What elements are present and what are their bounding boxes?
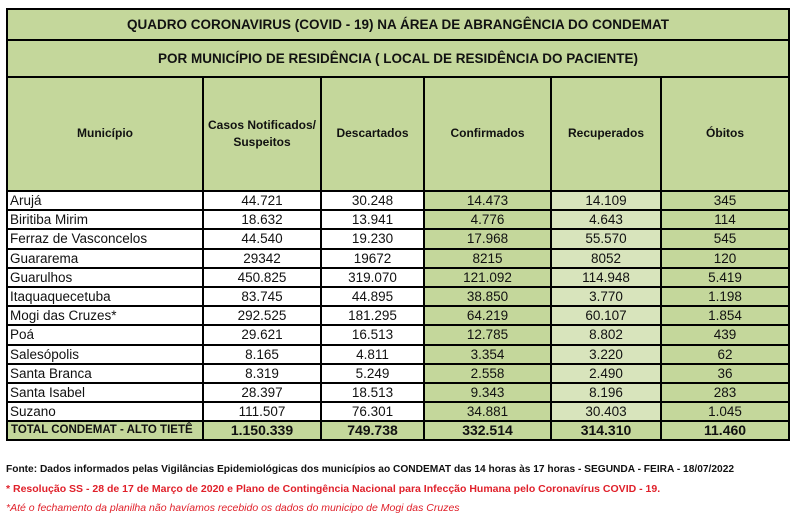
cell-casos: 8.165 xyxy=(203,345,321,364)
cell-descartados: 181.295 xyxy=(321,306,424,325)
cell-confirmados: 8215 xyxy=(424,249,551,268)
total-obitos: 11.460 xyxy=(661,421,789,440)
cell-casos: 29.621 xyxy=(203,325,321,344)
table-row xyxy=(7,249,789,268)
cell-casos: 44.721 xyxy=(203,191,321,210)
header-casos-line2: Suspeitos xyxy=(233,135,291,149)
table-row xyxy=(7,268,789,287)
table-subtitle: POR MUNICÍPIO DE RESIDÊNCIA ( LOCAL DE RESIDÊNCIA DO PACIENTE) xyxy=(7,40,789,77)
cell-obitos: 1.854 xyxy=(661,306,789,325)
cell-obitos: 62 xyxy=(661,345,789,364)
cell-confirmados: 9.343 xyxy=(424,383,551,402)
footer-notes xyxy=(6,460,796,519)
cell-recuperados: 3.770 xyxy=(551,287,661,306)
cell-municipio: Arujá xyxy=(7,191,203,210)
header-obitos: Óbitos xyxy=(661,77,789,191)
cell-confirmados: 64.219 xyxy=(424,306,551,325)
cell-obitos: 5.419 xyxy=(661,268,789,287)
cell-descartados: 19672 xyxy=(321,249,424,268)
cell-recuperados: 2.490 xyxy=(551,364,661,383)
cell-recuperados: 55.570 xyxy=(551,229,661,248)
cell-obitos: 120 xyxy=(661,249,789,268)
cell-municipio: Itaquaquecetuba xyxy=(7,287,203,306)
cell-recuperados: 30.403 xyxy=(551,402,661,421)
mogi-note: *Até o fechamento da planilha não havíamos recebido os dados do municipo de Mogi das Cruzes xyxy=(6,502,460,514)
cell-descartados: 44.895 xyxy=(321,287,424,306)
header-confirmados: Confirmados xyxy=(424,77,551,191)
table-row xyxy=(7,191,789,210)
header-casos-line1: Casos Notificados/ xyxy=(207,117,317,132)
cell-recuperados: 14.109 xyxy=(551,191,661,210)
table-row xyxy=(7,210,789,229)
table-row xyxy=(7,383,789,402)
header-descartados: Descartados xyxy=(321,77,424,191)
cell-descartados: 13.941 xyxy=(321,210,424,229)
cell-municipio: Suzano xyxy=(7,402,203,421)
cell-municipio: Guarulhos xyxy=(7,268,203,287)
covid-table xyxy=(6,8,790,441)
total-row xyxy=(7,421,789,440)
cell-confirmados: 2.558 xyxy=(424,364,551,383)
table-row xyxy=(7,402,789,421)
cell-descartados: 4.811 xyxy=(321,345,424,364)
table-row xyxy=(7,364,789,383)
cell-obitos: 345 xyxy=(661,191,789,210)
cell-confirmados: 38.850 xyxy=(424,287,551,306)
covid-table-container xyxy=(6,8,788,441)
total-descartados: 749.738 xyxy=(321,421,424,440)
cell-casos: 8.319 xyxy=(203,364,321,383)
cell-confirmados: 14.473 xyxy=(424,191,551,210)
cell-descartados: 18.513 xyxy=(321,383,424,402)
table-row xyxy=(7,287,789,306)
total-label: TOTAL CONDEMAT - ALTO TIETÊ xyxy=(7,421,203,440)
cell-obitos: 1.045 xyxy=(661,402,789,421)
table-row xyxy=(7,325,789,344)
table-row xyxy=(7,345,789,364)
cell-confirmados: 17.968 xyxy=(424,229,551,248)
table-row xyxy=(7,229,789,248)
total-casos: 1.150.339 xyxy=(203,421,321,440)
total-recuperados: 314.310 xyxy=(551,421,661,440)
cell-casos: 44.540 xyxy=(203,229,321,248)
cell-municipio: Salesópolis xyxy=(7,345,203,364)
header-row xyxy=(7,77,789,191)
cell-recuperados: 8052 xyxy=(551,249,661,268)
cell-confirmados: 3.354 xyxy=(424,345,551,364)
cell-municipio: Poá xyxy=(7,325,203,344)
cell-casos: 111.507 xyxy=(203,402,321,421)
cell-descartados: 319.070 xyxy=(321,268,424,287)
cell-casos: 18.632 xyxy=(203,210,321,229)
cell-recuperados: 114.948 xyxy=(551,268,661,287)
cell-confirmados: 121.092 xyxy=(424,268,551,287)
cell-recuperados: 8.196 xyxy=(551,383,661,402)
cell-municipio: Santa Branca xyxy=(7,364,203,383)
source-note: Fonte: Dados informados pelas Vigilâncias Epidemiológicas dos municípios ao CONDEMAT das 14 horas às 17 horas - SEGUNDA - FEIRA - 18/07/2022 xyxy=(6,464,735,475)
cell-descartados: 5.249 xyxy=(321,364,424,383)
cell-casos: 292.525 xyxy=(203,306,321,325)
cell-obitos: 283 xyxy=(661,383,789,402)
subtitle-row xyxy=(7,40,789,77)
cell-recuperados: 3.220 xyxy=(551,345,661,364)
cell-obitos: 545 xyxy=(661,229,789,248)
table-row xyxy=(7,306,789,325)
title-row xyxy=(7,9,789,40)
cell-municipio: Guararema xyxy=(7,249,203,268)
cell-descartados: 30.248 xyxy=(321,191,424,210)
cell-descartados: 16.513 xyxy=(321,325,424,344)
cell-municipio: Mogi das Cruzes* xyxy=(7,306,203,325)
cell-obitos: 439 xyxy=(661,325,789,344)
header-casos xyxy=(203,77,321,191)
cell-confirmados: 12.785 xyxy=(424,325,551,344)
total-confirmados: 332.514 xyxy=(424,421,551,440)
cell-municipio: Santa Isabel xyxy=(7,383,203,402)
cell-casos: 28.397 xyxy=(203,383,321,402)
header-municipio: Município xyxy=(7,77,203,191)
cell-casos: 450.825 xyxy=(203,268,321,287)
resolution-note: * Resolução SS - 28 de 17 de Março de 2020 e Plano de Contingência Nacional para Infecção Humana pelo Coronavírus COVID - 19. xyxy=(6,482,661,495)
cell-obitos: 114 xyxy=(661,210,789,229)
header-recuperados: Recuperados xyxy=(551,77,661,191)
cell-descartados: 19.230 xyxy=(321,229,424,248)
cell-recuperados: 8.802 xyxy=(551,325,661,344)
cell-obitos: 36 xyxy=(661,364,789,383)
cell-confirmados: 4.776 xyxy=(424,210,551,229)
cell-descartados: 76.301 xyxy=(321,402,424,421)
table-title: QUADRO CORONAVIRUS (COVID - 19) NA ÁREA DE ABRANGÊNCIA DO CONDEMAT xyxy=(7,9,789,40)
cell-obitos: 1.198 xyxy=(661,287,789,306)
cell-recuperados: 4.643 xyxy=(551,210,661,229)
cell-casos: 83.745 xyxy=(203,287,321,306)
cell-municipio: Ferraz de Vasconcelos xyxy=(7,229,203,248)
cell-confirmados: 34.881 xyxy=(424,402,551,421)
cell-municipio: Biritiba Mirim xyxy=(7,210,203,229)
cell-recuperados: 60.107 xyxy=(551,306,661,325)
cell-casos: 29342 xyxy=(203,249,321,268)
